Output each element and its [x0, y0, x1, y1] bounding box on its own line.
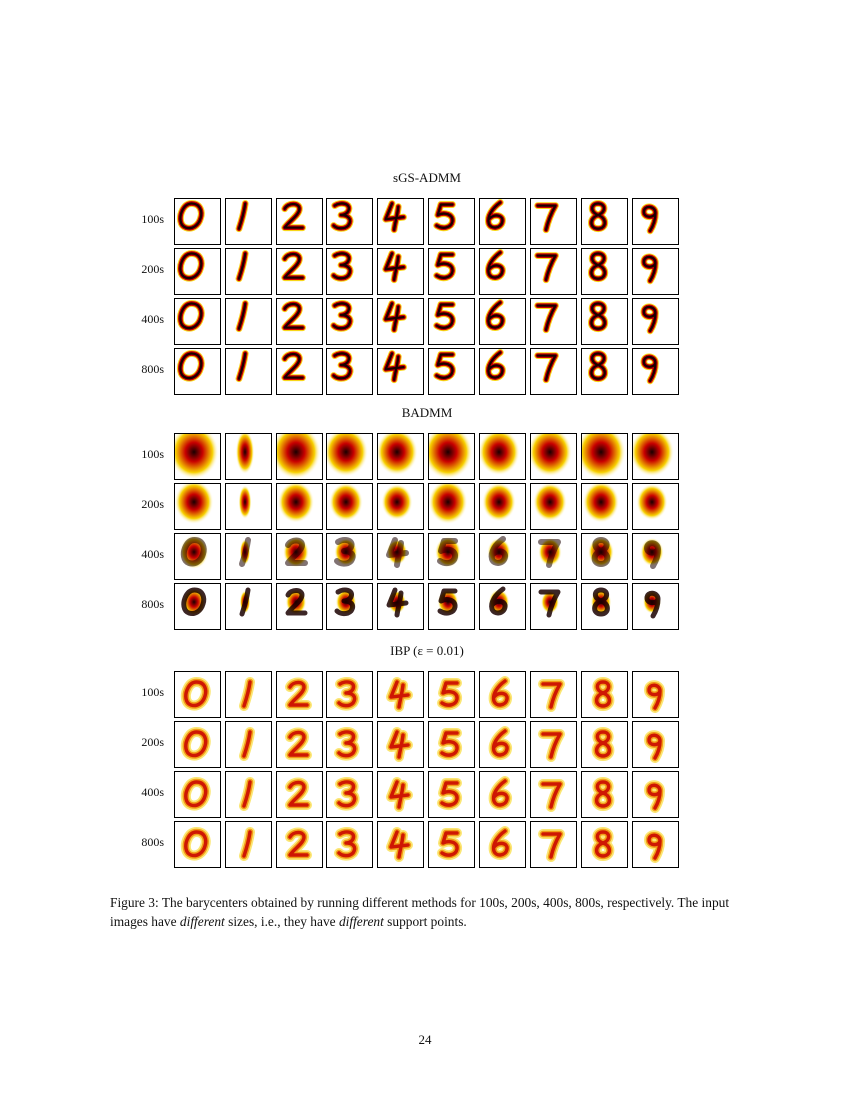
- barycenter-cell-0: [174, 533, 221, 580]
- barycenter-cell-5: [428, 348, 475, 395]
- barycenter-cell-1: [225, 771, 272, 818]
- barycenter-cell-0: [174, 821, 221, 868]
- barycenter-cell-9: [632, 533, 679, 580]
- barycenter-cell-0: [174, 198, 221, 245]
- barycenter-cell-9: [632, 298, 679, 345]
- barycenter-cell-3: [326, 771, 373, 818]
- barycenter-cell-8: [581, 821, 628, 868]
- barycenter-cell-4: [377, 433, 424, 480]
- barycenter-cell-0: [174, 248, 221, 295]
- row-label: 200s: [141, 735, 164, 749]
- barycenter-cell-3: [326, 248, 373, 295]
- barycenter-cell-4: [377, 348, 424, 395]
- barycenter-cell-4: [377, 771, 424, 818]
- barycenter-cell-5: [428, 721, 475, 768]
- row-label: 200s: [141, 262, 164, 276]
- row-label: 800s: [141, 362, 164, 376]
- barycenter-cell-1: [225, 298, 272, 345]
- barycenter-cell-8: [581, 671, 628, 718]
- barycenter-cell-6: [479, 721, 526, 768]
- barycenter-cell-9: [632, 821, 679, 868]
- barycenter-cell-9: [632, 721, 679, 768]
- caption-text-1: Figure 3: The barycenters obtained by running different methods for 100s, 200s, 400s, 800s, respectively. The input images have: [110, 895, 730, 929]
- barycenter-cell-6: [479, 483, 526, 530]
- barycenter-cell-9: [632, 771, 679, 818]
- barycenter-cell-4: [377, 583, 424, 630]
- barycenter-cell-8: [581, 583, 628, 630]
- barycenter-cell-2: [276, 533, 323, 580]
- barycenter-cell-3: [326, 483, 373, 530]
- barycenter-cell-3: [326, 533, 373, 580]
- barycenter-cell-5: [428, 821, 475, 868]
- barycenter-cell-0: [174, 433, 221, 480]
- barycenter-cell-7: [530, 671, 577, 718]
- barycenter-cell-6: [479, 771, 526, 818]
- barycenter-cell-3: [326, 298, 373, 345]
- barycenter-cell-9: [632, 433, 679, 480]
- barycenter-cell-6: [479, 583, 526, 630]
- barycenter-cell-4: [377, 721, 424, 768]
- barycenter-cell-9: [632, 248, 679, 295]
- row-label: 800s: [141, 835, 164, 849]
- barycenter-cell-9: [632, 198, 679, 245]
- barycenter-cell-5: [428, 248, 475, 295]
- barycenter-cell-0: [174, 721, 221, 768]
- caption-emphasis-1: different: [179, 914, 225, 929]
- page-number: 24: [418, 1032, 432, 1047]
- barycenter-cell-3: [326, 433, 373, 480]
- barycenter-cell-4: [377, 821, 424, 868]
- row-label: 200s: [141, 497, 164, 511]
- barycenter-cell-0: [174, 298, 221, 345]
- barycenter-cell-2: [276, 483, 323, 530]
- barycenter-cell-4: [377, 533, 424, 580]
- barycenter-cell-0: [174, 483, 221, 530]
- barycenter-cell-2: [276, 583, 323, 630]
- barycenter-cell-4: [377, 198, 424, 245]
- barycenter-cell-2: [276, 248, 323, 295]
- barycenter-cell-4: [377, 671, 424, 718]
- barycenter-cell-5: [428, 483, 475, 530]
- barycenter-cell-7: [530, 721, 577, 768]
- barycenter-cell-3: [326, 721, 373, 768]
- barycenter-cell-8: [581, 721, 628, 768]
- caption-text-2: sizes, i.e., they have: [224, 914, 339, 929]
- barycenter-cell-7: [530, 771, 577, 818]
- barycenter-cell-0: [174, 348, 221, 395]
- row-label: 100s: [141, 212, 164, 226]
- barycenter-cell-4: [377, 248, 424, 295]
- barycenter-cell-1: [225, 248, 272, 295]
- barycenter-cell-3: [326, 821, 373, 868]
- row-label: 100s: [141, 447, 164, 461]
- barycenter-cell-5: [428, 671, 475, 718]
- barycenter-cell-0: [174, 771, 221, 818]
- barycenter-cell-1: [225, 721, 272, 768]
- caption-emphasis-2: different: [338, 914, 384, 929]
- barycenter-cell-7: [530, 821, 577, 868]
- barycenter-cell-3: [326, 198, 373, 245]
- barycenter-cell-1: [225, 348, 272, 395]
- barycenter-cell-1: [225, 583, 272, 630]
- barycenter-cell-7: [530, 533, 577, 580]
- figure-caption: [110, 893, 750, 931]
- barycenter-cell-2: [276, 298, 323, 345]
- barycenter-cell-1: [225, 671, 272, 718]
- row-label: 100s: [141, 685, 164, 699]
- barycenter-cell-8: [581, 533, 628, 580]
- barycenter-cell-7: [530, 583, 577, 630]
- barycenter-cell-5: [428, 533, 475, 580]
- barycenter-cell-1: [225, 533, 272, 580]
- barycenter-cell-4: [377, 483, 424, 530]
- barycenter-cell-2: [276, 198, 323, 245]
- barycenter-cell-6: [479, 348, 526, 395]
- barycenter-cell-7: [530, 198, 577, 245]
- barycenter-cell-9: [632, 671, 679, 718]
- barycenter-cell-1: [225, 483, 272, 530]
- barycenter-cell-2: [276, 348, 323, 395]
- barycenter-cell-7: [530, 348, 577, 395]
- caption-text-3: support points.: [383, 914, 467, 929]
- barycenter-cell-8: [581, 198, 628, 245]
- row-label: 400s: [141, 547, 164, 561]
- barycenter-cell-4: [377, 298, 424, 345]
- barycenter-cell-2: [276, 433, 323, 480]
- barycenter-cell-5: [428, 583, 475, 630]
- panel-title: IBP (ε = 0.01): [390, 643, 464, 658]
- panel-title: BADMM: [401, 405, 453, 420]
- barycenter-cell-6: [479, 821, 526, 868]
- row-label: 800s: [141, 597, 164, 611]
- barycenter-cell-1: [225, 433, 272, 480]
- barycenter-cell-9: [632, 348, 679, 395]
- barycenter-cell-1: [225, 821, 272, 868]
- barycenter-cell-5: [428, 198, 475, 245]
- barycenter-cell-3: [326, 583, 373, 630]
- barycenter-cell-7: [530, 248, 577, 295]
- barycenter-cell-8: [581, 483, 628, 530]
- barycenter-cell-7: [530, 298, 577, 345]
- barycenter-cell-9: [632, 583, 679, 630]
- barycenter-cell-5: [428, 771, 475, 818]
- barycenter-cell-5: [428, 433, 475, 480]
- barycenter-cell-6: [479, 298, 526, 345]
- barycenter-cell-3: [326, 671, 373, 718]
- barycenter-cell-8: [581, 248, 628, 295]
- barycenter-cell-8: [581, 298, 628, 345]
- barycenter-cell-6: [479, 533, 526, 580]
- barycenter-cell-8: [581, 348, 628, 395]
- barycenter-cell-0: [174, 583, 221, 630]
- barycenter-cell-7: [530, 433, 577, 480]
- barycenter-cell-2: [276, 721, 323, 768]
- barycenter-cell-8: [581, 433, 628, 480]
- barycenter-cell-0: [174, 671, 221, 718]
- barycenter-cell-2: [276, 771, 323, 818]
- barycenter-cell-6: [479, 198, 526, 245]
- barycenter-cell-2: [276, 671, 323, 718]
- barycenter-cell-3: [326, 348, 373, 395]
- barycenter-cell-7: [530, 483, 577, 530]
- row-label: 400s: [141, 785, 164, 799]
- barycenter-cell-2: [276, 821, 323, 868]
- barycenter-cell-1: [225, 198, 272, 245]
- barycenter-cell-6: [479, 671, 526, 718]
- barycenter-cell-5: [428, 298, 475, 345]
- barycenter-cell-9: [632, 483, 679, 530]
- row-label: 400s: [141, 312, 164, 326]
- panel-title: sGS-ADMM: [393, 170, 461, 185]
- barycenter-cell-6: [479, 248, 526, 295]
- barycenter-cell-8: [581, 771, 628, 818]
- barycenter-cell-6: [479, 433, 526, 480]
